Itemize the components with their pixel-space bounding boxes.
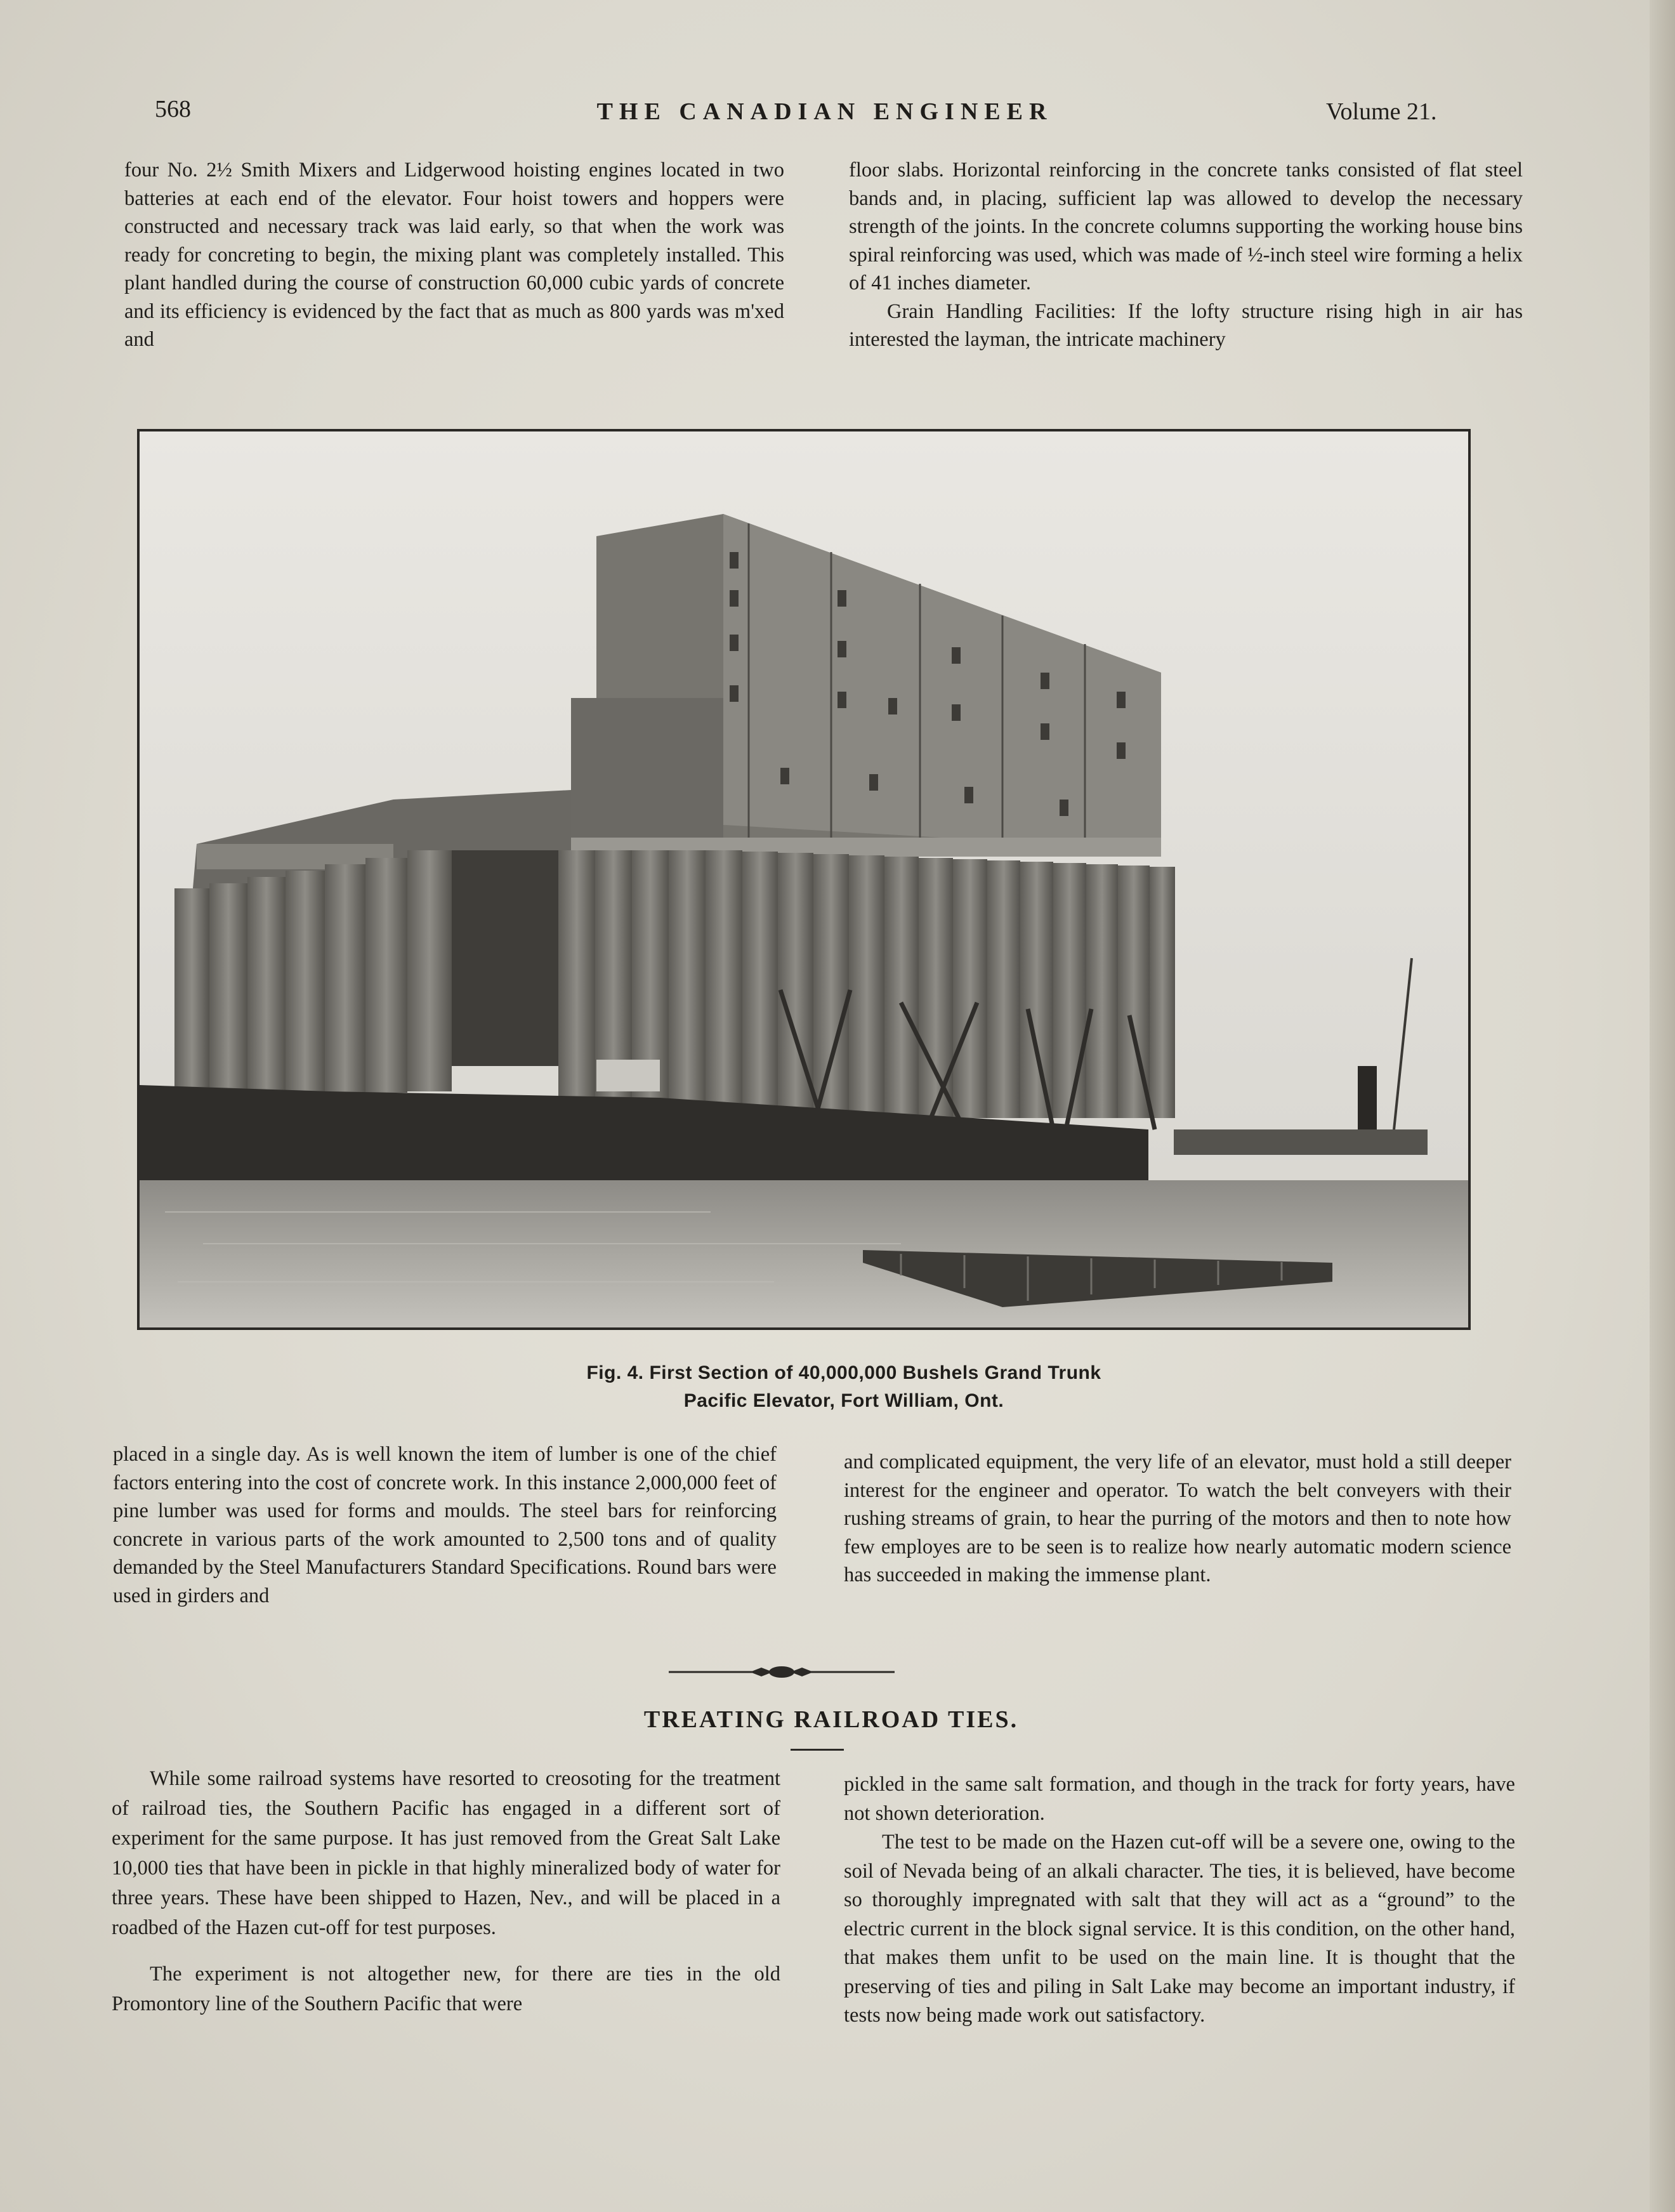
middle-right-column	[844, 1448, 1511, 1590]
elevator-photo-illustration	[140, 431, 1468, 1327]
grain-elevator-photo	[137, 429, 1471, 1330]
article-right-column	[844, 1770, 1515, 2031]
article-right-paragraph-2: The test to be made on the Hazen cut-off will be a severe one, owing to the soil of Nevada being of an alkali character. The ties, it is believed, have become so thoroughly impregnated with salt that they will act as a “ground” to the electric current in the block signal service. It is this condition, on the other hand, that makes them unfit to be used on the main line. It is thought that the preserving of ties and piling in Salt Lake may become an important industry, if tests now being made work out satisfactory.	[844, 1831, 1515, 2027]
article-left-paragraph-2: The experiment is not altogether new, for there are ties in the old Promontory line of the Southern Pacific that were	[112, 1963, 780, 2015]
top-left-column	[124, 156, 784, 354]
top-right-paragraph-2: Grain Handling Facilities: If the lofty structure rising high in air has interested the layman, the intricate machinery	[849, 300, 1523, 351]
middle-left-column	[113, 1440, 777, 1610]
caption-line-2: Pacific Elevator, Fort William, Ont.	[683, 1390, 1004, 1411]
running-header	[0, 95, 1675, 133]
top-right-paragraph-1: floor slabs. Horizontal reinforcing in the concrete tanks consisted of flat steel bands and, in placing, sufficient lap was allowed to develop the necessary strength of the joints. In the concrete columns supporting the working house bins spiral reinforcing was used, which was made of ½-inch steel wire forming a helix of 41 inches diameter.	[849, 159, 1523, 294]
article-left-paragraph-1: While some railroad systems have resorted to creosoting for the treatment of railroad ties, the Southern Pacific has engaged in a different sort of experiment for the same purpose. It has just removed from the Great Salt Lake 10,000 ties that have been in pickle in that highly mineralized body of water for three years. These have been shipped to Hazen, Nev., and will be placed in a roadbed of the Hazen cut-off for test purposes.	[112, 1767, 780, 1939]
top-left-paragraph: four No. 2½ Smith Mixers and Lidgerwood hoisting engines located in two batteries at each end of the elevator. Four hoist towers and hoppers were constructed and necessary track was laid early, so that when the work was ready for concreting to begin, the mixing plant was completely installed. This plant handled during the course of construction 60,000 cubic yards of concrete and its efficiency is evidenced by the fact that as much as 800 yards was m'xed and	[124, 159, 784, 351]
middle-left-paragraph: placed in a single day. As is well known the item of lumber is one of the chief factors entering into the cost of concrete work. In this instance 2,000,000 feet of pine lumber was used for forms and moulds. The steel bars for reinforcing concrete in various parts of the work amounted to 2,500 tons and of quality demanded by the Steel Manufacturers Standard Specifications. Round bars were used in girders and	[113, 1443, 777, 1607]
journal-title: THE CANADIAN ENGINEER	[596, 98, 1053, 125]
title-rule	[791, 1749, 844, 1751]
article-left-column	[112, 1764, 780, 2019]
volume-label: Volume 21.	[1326, 98, 1437, 125]
article-right-paragraph-1: pickled in the same salt formation, and though in the track for forty years, have not shown deterioration.	[844, 1773, 1515, 1825]
article-title: TREATING RAILROAD TIES.	[643, 1706, 1019, 1733]
figure-caption	[381, 1359, 1307, 1415]
page-number: 568	[155, 96, 191, 122]
section-ornament	[669, 1662, 895, 1682]
middle-right-paragraph: and complicated equipment, the very life of an elevator, must hold a still deeper interest for the engineer and operator. To watch the belt conveyers with their rushing streams of grain, to hear the purring of the motors and then to note how few employes are to be seen is to realize how nearly automatic modern science has succeeded in making the immense plant.	[844, 1451, 1511, 1586]
caption-line-1: Fig. 4. First Section of 40,000,000 Bushels Grand Trunk	[586, 1362, 1101, 1383]
top-right-column	[849, 156, 1523, 354]
binding-edge	[1650, 0, 1675, 2212]
